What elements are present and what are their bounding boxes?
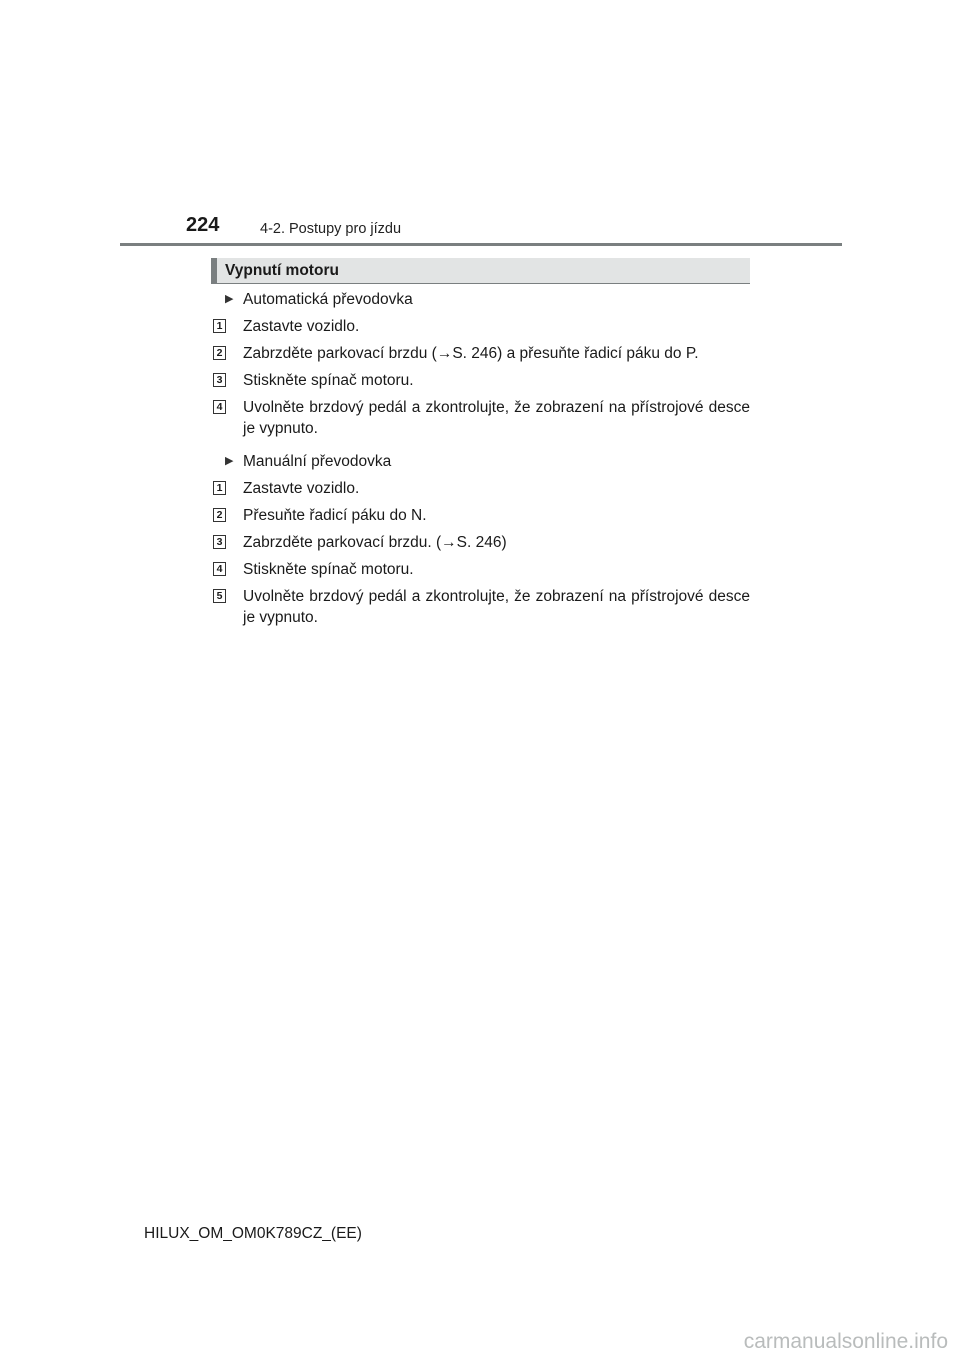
group-heading-label: Manuální převodovka — [243, 453, 392, 470]
step-number-badge: 2 — [213, 346, 226, 360]
step-item — [213, 505, 750, 526]
step-text: Stiskněte spínač motoru. — [243, 561, 414, 578]
group-heading-automatic — [213, 289, 750, 310]
triangle-right-icon: ▶ — [225, 455, 234, 467]
step-text: Přesuňte řadicí páku do N. — [243, 507, 427, 524]
step-number-badge: 4 — [213, 562, 226, 576]
section-title: Vypnutí motoru — [225, 262, 339, 279]
group-heading-manual — [213, 451, 750, 472]
instructions — [213, 289, 750, 634]
step-text: Zastavte vozidlo. — [243, 480, 360, 497]
step-text: Stiskněte spínač motoru. — [243, 372, 414, 389]
step-text: Zastavte vozidlo. — [243, 318, 360, 335]
step-item — [213, 559, 750, 580]
document-code: HILUX_OM_OM0K789CZ_(EE) — [144, 1225, 362, 1242]
step-item — [213, 316, 750, 337]
header-divider — [120, 243, 842, 246]
step-text: Zabrzděte parkovací brzdu. (→S. 246) — [243, 534, 507, 551]
page-number: 224 — [186, 214, 220, 236]
step-item — [213, 397, 750, 439]
step-number-badge: 5 — [213, 589, 226, 603]
step-text: Uvolněte brzdový pedál a zkontrolujte, že zobrazení na přístrojové desce je vypnuto. — [243, 399, 750, 437]
step-text: Zabrzděte parkovací brzdu (→S. 246) a přesuňte řadicí páku do P. — [243, 345, 699, 362]
step-item — [213, 586, 750, 628]
step-item — [213, 343, 750, 364]
step-number-badge: 1 — [213, 481, 226, 495]
section-header: 4-2. Postupy pro jízdu — [260, 221, 402, 237]
step-text: Uvolněte brzdový pedál a zkontrolujte, že zobrazení na přístrojové desce je vypnuto. — [243, 588, 750, 626]
step-number-badge: 3 — [213, 535, 226, 549]
step-number-badge: 1 — [213, 319, 226, 333]
step-number-badge: 2 — [213, 508, 226, 522]
step-number-badge: 3 — [213, 373, 226, 387]
watermark: carmanualsonline.info — [743, 1330, 948, 1353]
step-number-badge: 4 — [213, 400, 226, 414]
section-title-bar — [211, 258, 750, 284]
title-accent — [211, 258, 217, 283]
triangle-right-icon: ▶ — [225, 293, 234, 305]
step-item — [213, 478, 750, 499]
group-heading-label: Automatická převodovka — [243, 291, 413, 308]
step-item — [213, 370, 750, 391]
step-item — [213, 532, 750, 553]
